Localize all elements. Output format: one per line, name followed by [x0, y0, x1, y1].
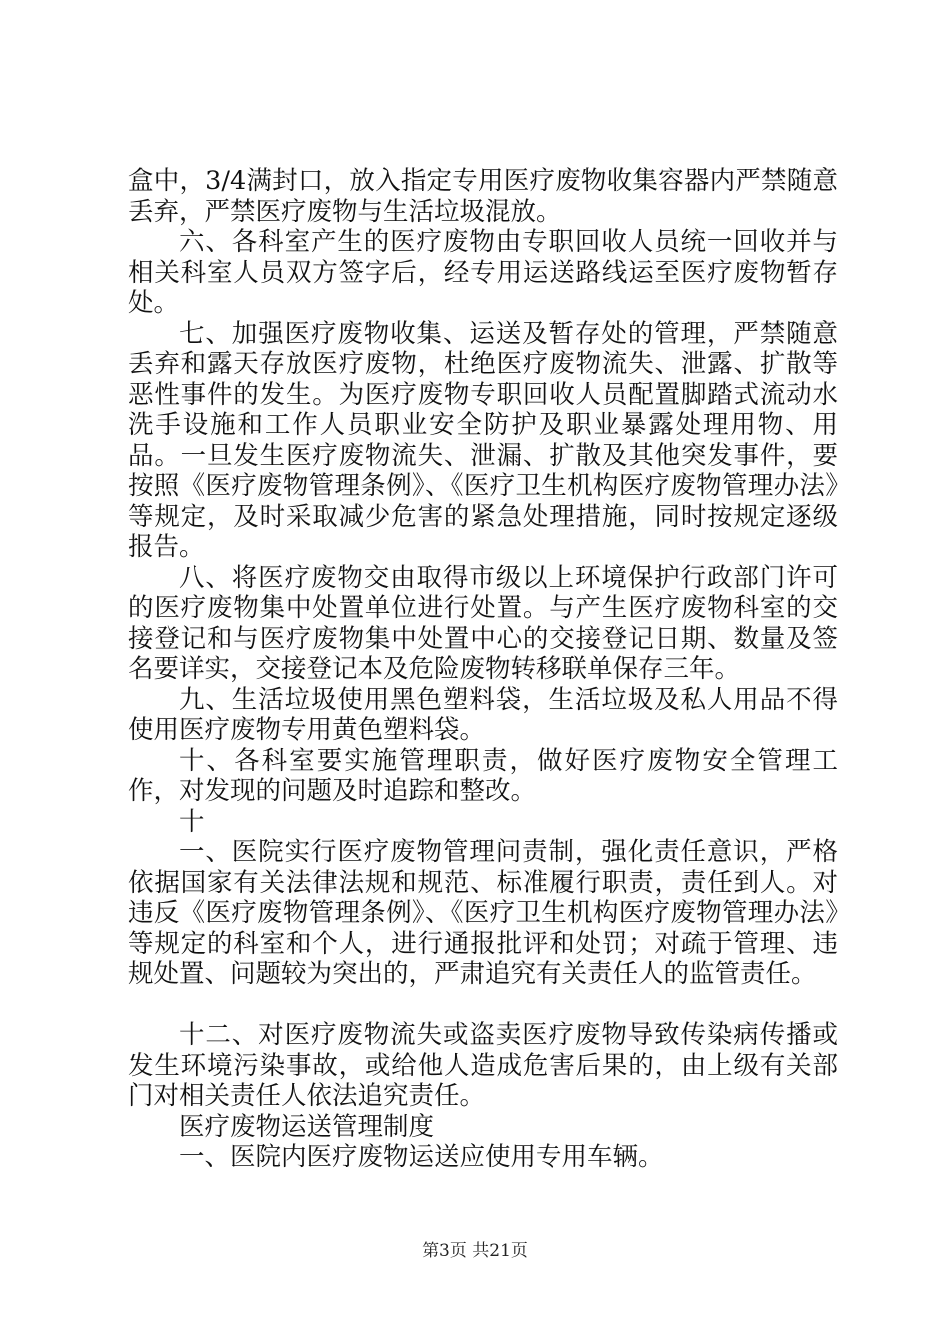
document-body — [128, 166, 838, 1173]
paragraph-item-12: 十二、对医疗废物流失或盗卖医疗废物导致传染病传播或发生环境污染事故，或给他人造成危害后果的，由上级有关部门对相关责任人依法追究责任。 — [128, 1020, 838, 1111]
paragraph-item-7: 七、加强医疗废物收集、运送及暂存处的管理，严禁随意丢弃和露天存放医疗废物，杜绝医疗废物流失、泄露、扩散等恶性事件的发生。为医疗废物专职回收人员配置脚踏式流动水洗手设施和工作人员职业安全防护及职业暴露处理用物、用品。一旦发生医疗废物流失、泄漏、扩散及其他突发事件，要按照《医疗废物管理条例》、《医疗卫生机构医疗废物管理办法》等规定，及时采取减少危害的紧急处理措施，同时按规定逐级报告。 — [128, 318, 838, 562]
paragraph-item-8: 八、将医疗废物交由取得市级以上环境保护行政部门许可的医疗废物集中处置单位进行处置。与产生医疗废物科室的交接登记和与医疗废物集中处置中心的交接登记日期、数量及签名要详实，交接登记本及危险废物转移联单保存三年。 — [128, 562, 838, 684]
paragraph-continuation: 盒中，3/4满封口，放入指定专用医疗废物收集容器内严禁随意丢弃，严禁医疗废物与生活垃圾混放。 — [128, 166, 838, 227]
paragraph-item-10: 十、各科室要实施管理职责，做好医疗废物安全管理工作，对发现的问题及时追踪和整改。 — [128, 745, 838, 806]
paragraph-item-9: 九、生活垃圾使用黑色塑料袋，生活垃圾及私人用品不得使用医疗废物专用黄色塑料袋。 — [128, 684, 838, 745]
blank-line — [128, 990, 838, 1021]
paragraph-item-6: 六、各科室产生的医疗废物由专职回收人员统一回收并与相关科室人员双方签字后，经专用运送路线运至医疗废物暂存处。 — [128, 227, 838, 318]
page-footer — [0, 1241, 950, 1261]
section-title: 医疗废物运送管理制度 — [179, 1111, 435, 1142]
paragraph-item-11: 一、医院实行医疗废物管理问责制，强化责任意识，严格依据国家有关法律法规和规范、标准履行职责，责任到人。对违反《医疗废物管理条例》、《医疗卫生机构医疗废物管理办法》等规定的科室和个人，进行通报批评和处罚；对疏于管理、违规处置、问题较为突出的，严肃追究有关责任人的监管责任。 — [128, 837, 838, 989]
paragraph-section-item-1: 一、医院内医疗废物运送应使用专用车辆。 — [179, 1142, 664, 1172]
page-number: 第3页 共21页 — [422, 1241, 528, 1261]
paragraph-item-11-heading: 十 — [179, 806, 205, 837]
